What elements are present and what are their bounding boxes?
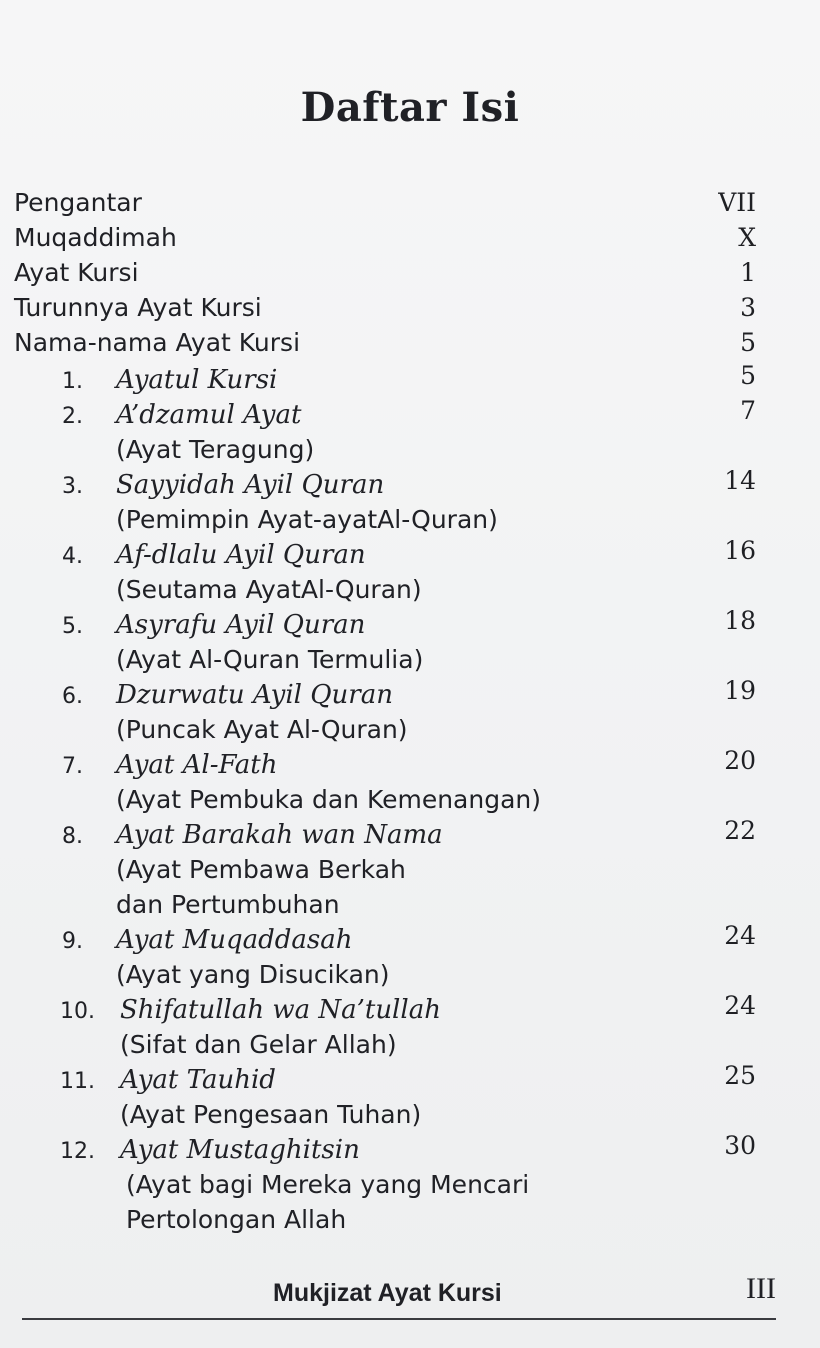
toc-sub-description: (Ayat Teragung) (116, 435, 315, 464)
toc-sub-number: 2. (62, 404, 83, 429)
toc-sub-name: Dzurwatu Ayil Quran (116, 680, 393, 710)
footer-book-title: Mukjizat Ayat Kursi (273, 1279, 502, 1307)
toc-entry-label: Muqaddimah (14, 223, 177, 252)
footer-page-number: III (746, 1272, 776, 1305)
toc-entry-label: Ayat Kursi (14, 258, 139, 287)
toc-entry-label: Nama-nama Ayat Kursi (14, 328, 301, 357)
toc-sub-page: 22 (724, 816, 756, 845)
toc-sub-name: Shifatullah wa Na’tullah (120, 995, 441, 1025)
toc-sub-description: dan Pertumbuhan (116, 890, 340, 919)
toc-sub-description: (Puncak Ayat Al-Quran) (116, 715, 408, 744)
toc-sub-description: (Ayat bagi Mereka yang Mencari (126, 1170, 530, 1199)
toc-sub-name: Ayat Al-Fath (116, 750, 278, 780)
toc-sub-page: 24 (724, 991, 756, 1020)
toc-sub-number: 1. (62, 369, 83, 394)
toc-sub-description: (Ayat Pembawa Berkah (116, 855, 406, 884)
toc-sub-number: 7. (62, 754, 83, 779)
toc-entry-label: Turunnya Ayat Kursi (14, 293, 262, 322)
toc-sub-number: 8. (62, 824, 83, 849)
toc-sub-number: 12. (60, 1139, 95, 1164)
toc-sub-page: 19 (724, 676, 756, 705)
toc-sub-number: 3. (62, 474, 83, 499)
toc-sub-description: (Seutama AyatAl-Quran) (116, 575, 422, 604)
toc-sub-page: 7 (740, 396, 756, 425)
toc-entry-page: 1 (740, 258, 756, 287)
toc-sub-number: 6. (62, 684, 83, 709)
toc-sub-name: Ayat Muqaddasah (116, 925, 353, 955)
toc-sub-number: 10. (60, 999, 95, 1024)
toc-sub-description: (Sifat dan Gelar Allah) (120, 1030, 397, 1059)
toc-sub-page: 20 (724, 746, 756, 775)
toc-sub-page: 16 (724, 536, 756, 565)
toc-sub-name: Ayatul Kursi (116, 365, 278, 395)
toc-entry-label: Pengantar (14, 188, 142, 217)
toc-sub-name: Asyrafu Ayil Quran (116, 610, 366, 640)
toc-entry-page: 3 (740, 293, 756, 322)
toc-sub-page: 18 (724, 606, 756, 635)
toc-sub-name: Ayat Tauhid (120, 1065, 276, 1095)
toc-sub-name: Af-dlalu Ayil Quran (116, 540, 366, 570)
toc-sub-description: Pertolongan Allah (126, 1205, 347, 1234)
toc-sub-name: Ayat Barakah wan Nama (116, 820, 443, 850)
toc-sub-number: 11. (60, 1069, 95, 1094)
toc-sub-page: 14 (724, 466, 756, 495)
toc-sub-description: (Pemimpin Ayat-ayatAl-Quran) (116, 505, 498, 534)
toc-entry-page: VII (718, 188, 756, 217)
toc-sub-description: (Ayat Pengesaan Tuhan) (120, 1100, 422, 1129)
toc-entry-page: 5 (740, 328, 756, 357)
toc-sub-name: A’dzamul Ayat (116, 400, 302, 430)
toc-sub-description: (Ayat yang Disucikan) (116, 960, 390, 989)
toc-sub-name: Sayyidah Ayil Quran (116, 470, 385, 500)
toc-sub-description: (Ayat Al-Quran Termulia) (116, 645, 424, 674)
toc-sub-number: 5. (62, 614, 83, 639)
toc-entry-page: X (738, 223, 756, 252)
toc-sub-page: 24 (724, 921, 756, 950)
toc-sub-number: 4. (62, 544, 83, 569)
toc-sub-number: 9. (62, 929, 83, 954)
toc-sub-description: (Ayat Pembuka dan Kemenangan) (116, 785, 541, 814)
toc-sub-page: 25 (724, 1061, 756, 1090)
toc-sub-name: Ayat Mustaghitsin (120, 1135, 360, 1165)
toc-sub-page: 30 (724, 1131, 756, 1160)
footer-rule (22, 1318, 776, 1320)
toc-sub-page: 5 (740, 361, 756, 390)
page-title: Daftar Isi (300, 84, 520, 131)
